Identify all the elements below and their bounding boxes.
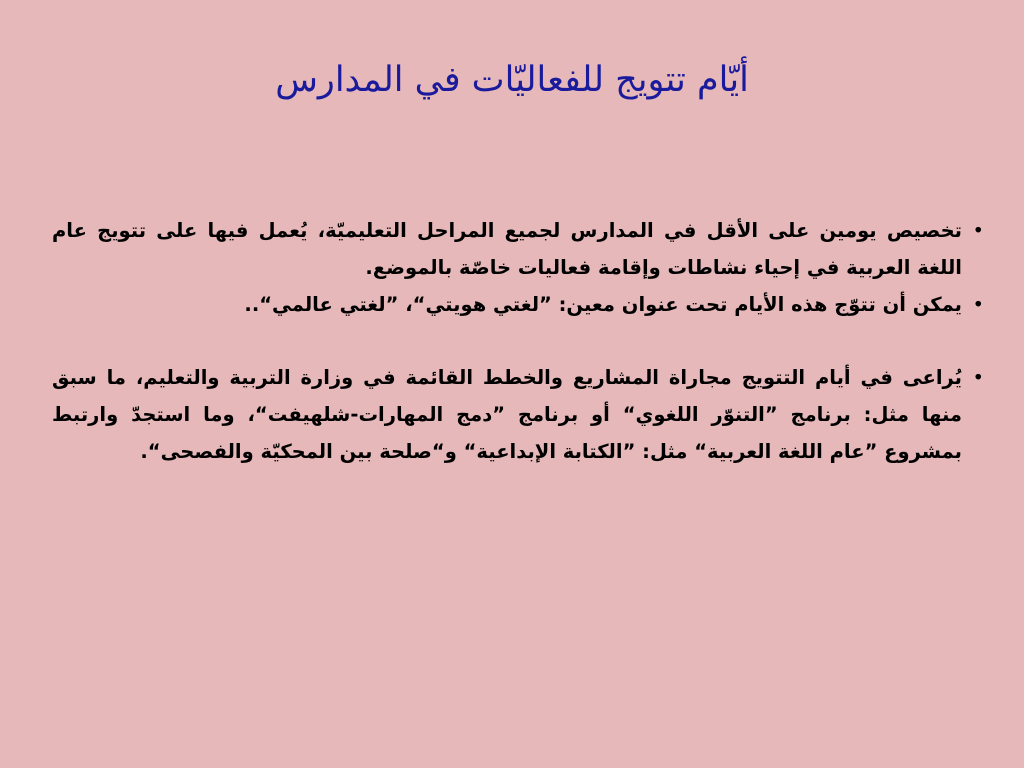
bullet-list — [52, 212, 984, 470]
bullet-item: • يمكن أن تتوّج هذه الأيام تحت عنوان معين: ”لغتي هويتي“، ”لغتي عالمي“.. — [52, 286, 962, 323]
bullet-item: • يُراعى في أيام التتويج مجاراة المشاريع والخطط القائمة في وزارة التربية والتعليم، ما سبق منها مثل: برنامج ”التنوّر اللغوي“ أو برنامج ”دمج المهارات-شلهيفت“، وما استجدّ وارتبط بمشروع ”عام اللغة العربية“ مثل: ”الكتابة الإبداعية“ و“صلحة بين المحكيّة والفصحى“. — [52, 359, 962, 470]
bullet-item: • تخصيص يومين على الأقل في المدارس لجميع المراحل التعليميّة، يُعمل فيها على تتويج عام اللغة العربية في إحياء نشاطات وإقامة فعاليات خاصّة بالموضع. — [52, 212, 962, 286]
slide-title: أيّام تتويج للفعاليّات في المدارس — [275, 60, 749, 100]
